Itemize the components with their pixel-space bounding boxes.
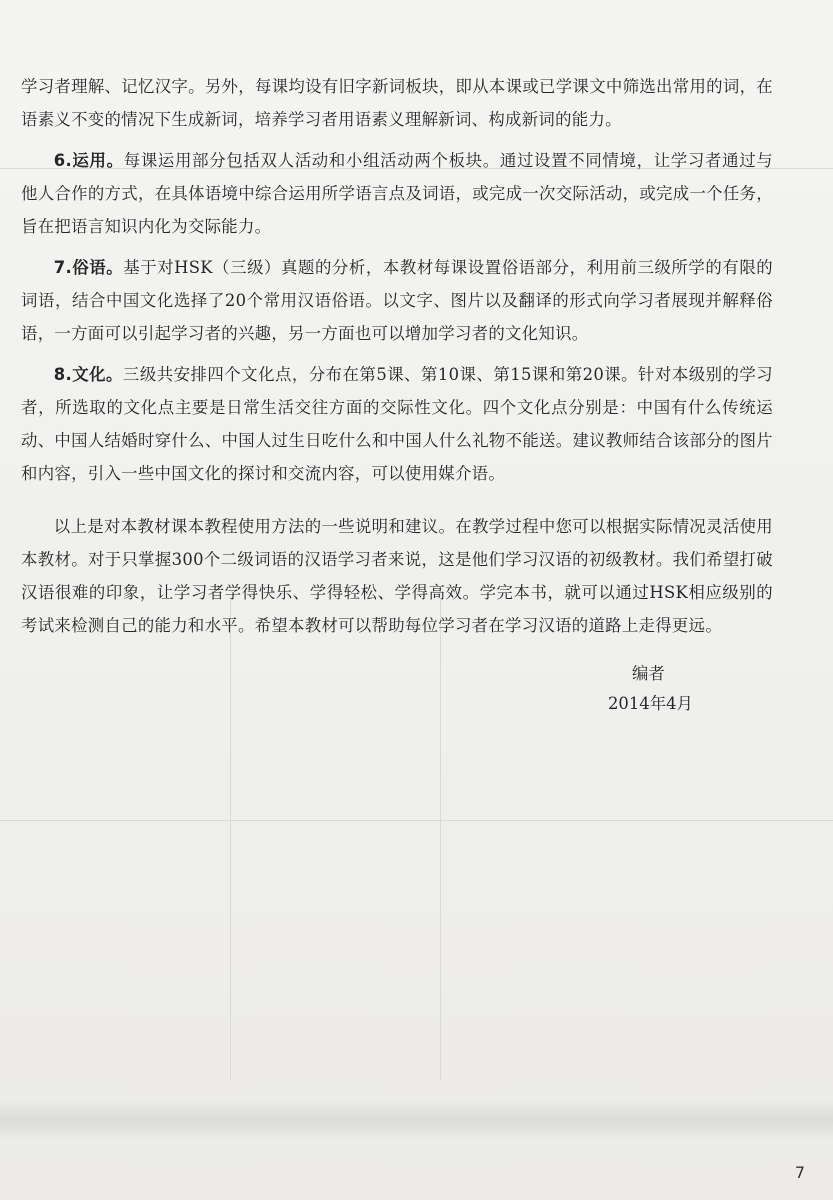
signature-author: 编者 — [632, 664, 665, 683]
intro-paragraph-end: 学习者理解、记忆汉字。另外，每课均设有旧字新词板块，即从本课或已学课文中筛选出常用的词，在语素义不变的情况下生成新词，培养学习者用语素义理解新词、构成新词的能力。 — [21, 77, 773, 129]
page-number: 7 — [794, 1163, 805, 1182]
item-paragraph-7 — [21, 251, 773, 350]
body-text — [21, 70, 773, 642]
item-heading-8: 8.文化。 — [53, 365, 123, 384]
item-body-7: 基于对HSK（三级）真题的分析，本教材每课设置俗语部分，利用前三级所学的有限的词语，结合中国文化选择了20个常用汉语俗语。以文字、图片以及翻译的形式向学习者展现并解释俗语，一方面可以引起学习者的兴趣，另一方面也可以增加学习者的文化知识。 — [21, 258, 774, 343]
item-heading-7: 7.俗语。 — [53, 258, 124, 277]
signature-date: 2014年4月 — [608, 694, 693, 713]
item-body-6: 每课运用部分包括双人活动和小组活动两个板块。通过设置不同情境，让学习者通过与他人合作的方式，在具体语境中综合运用所学语言点及词语，或完成一次交际活动，或完成一个任务，旨在把语言知识内化为交际能力。 — [21, 151, 773, 236]
item-paragraph-8 — [21, 358, 773, 490]
item-paragraph-6 — [21, 144, 773, 243]
item-body-8: 三级共安排四个文化点，分布在第5课、第10课、第15课和第20课。针对本级别的学习者，所选取的文化点主要是日常生活交往方面的交际性文化。四个文化点分别是：中国有什么传统运动、中国人结婚时穿什么、中国人过生日吃什么和中国人什么礼物不能送。建议教师结合该部分的图片和内容，引入一些中国文化的探讨和交流内容，可以使用媒介语。 — [21, 365, 773, 483]
bleed-through-rule — [230, 600, 231, 1080]
bleed-through-band — [0, 1100, 833, 1140]
closing-paragraph: 以上是对本教材课本教程使用方法的一些说明和建议。在教学过程中您可以根据实际情况灵活使用本教材。对于只掌握300个二级词语的汉语学习者来说，这是他们学习汉语的初级教材。我们希望打破汉语很难的印象，让学习者学得快乐、学得轻松、学得高效。学完本书，就可以通过HSK相应级别的考试来检测自己的能力和水平。希望本教材可以帮助每位学习者在学习汉语的道路上走得更远。 — [21, 517, 773, 635]
item-heading-6: 6.运用。 — [53, 151, 124, 170]
bleed-through-rule — [0, 820, 833, 821]
bleed-through-rule — [440, 600, 441, 1080]
